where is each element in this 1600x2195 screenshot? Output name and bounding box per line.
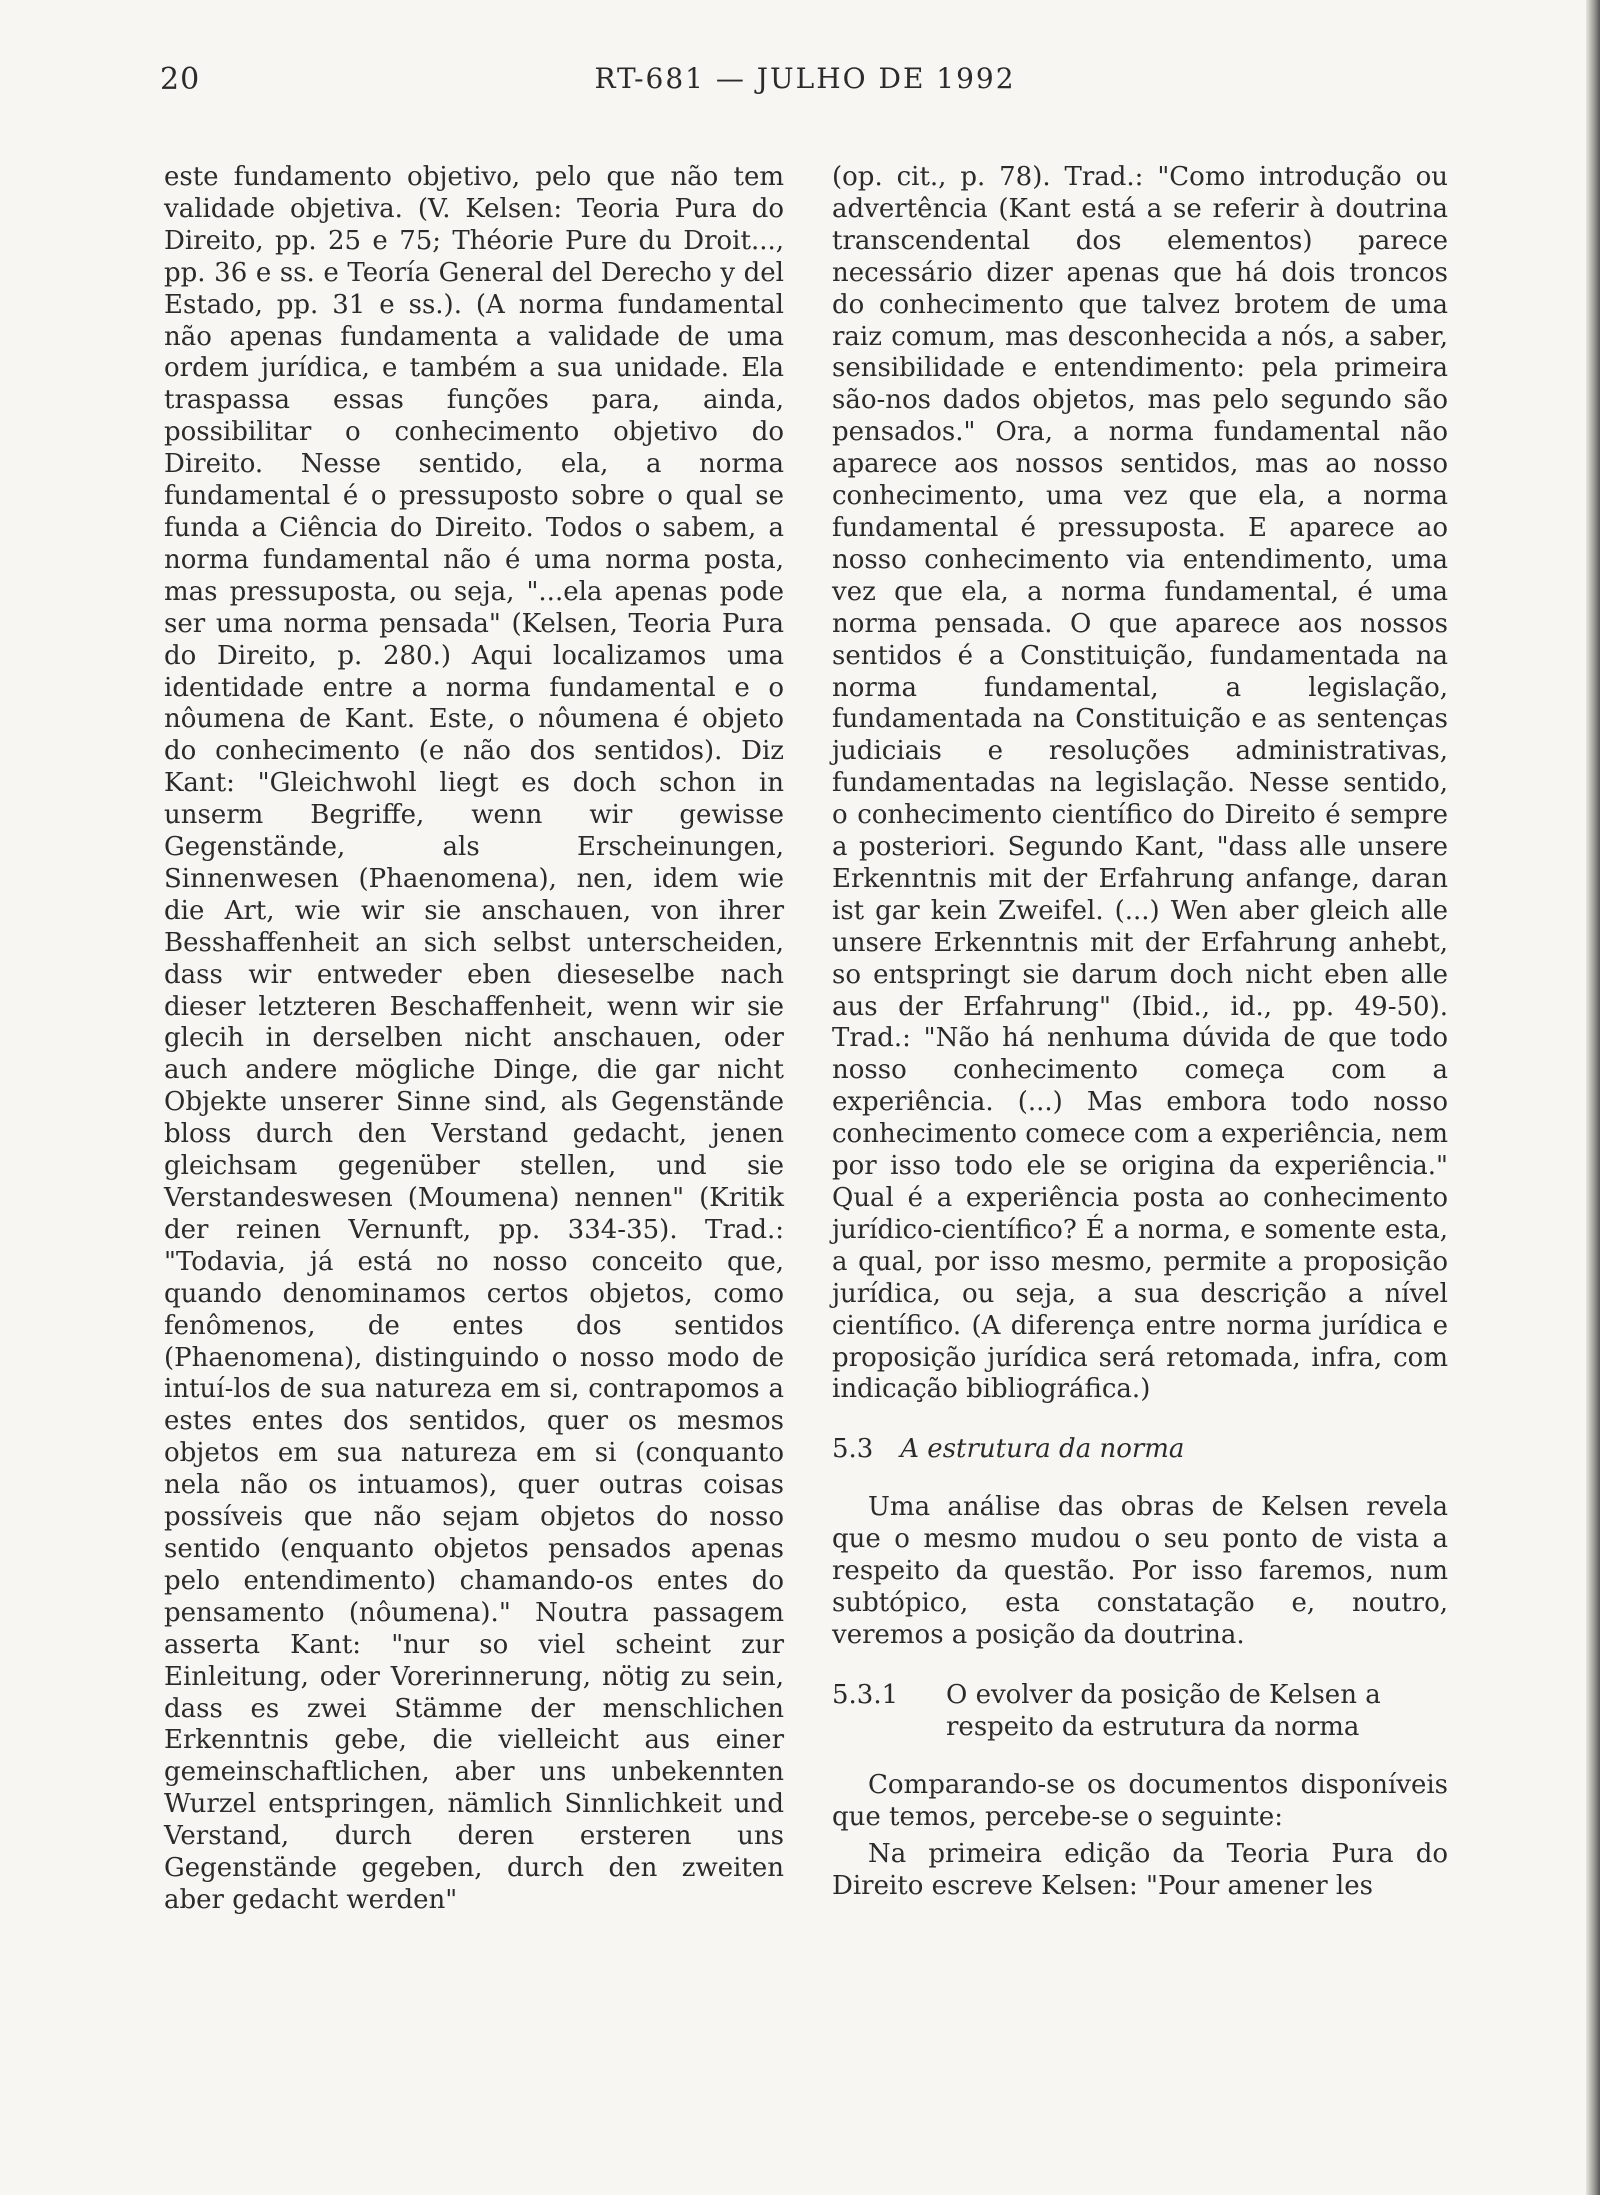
body-paragraph: Na primeira edição da Teoria Pura do Direito escreve Kelsen: "Pour amener les	[832, 1839, 1448, 1902]
left-column	[164, 162, 784, 1917]
body-paragraph: Comparando-se os documentos disponíveis que temos, percebe-se o seguinte:	[832, 1769, 1448, 1832]
section-heading	[832, 1434, 1448, 1466]
scan-edge	[1586, 0, 1600, 2195]
subsection-number: 5.3.1	[832, 1679, 899, 1710]
body-paragraph: (op. cit., p. 78). Trad.: "Como introdução ou advertência (Kant está a se referir à doutrina transcendental dos elementos) parece necessário dizer apenas que há dois troncos do conhecimento que talvez brotem de uma raiz comum, mas desconhecida a nós, a saber, sensibilidade e entendimento: pela primeira são-nos dados objetos, mas pelo segundo são pensados." Ora, a norma fundamental não aparece aos nossos sentidos, mas ao nosso conhecimento, uma vez que ela, a norma fundamental é pressuposta. E aparece ao nosso conhecimento via entendimento, uma vez que ela, a norma fundamental, é uma norma pensada. O que aparece aos nossos sentidos é a Constituição, fundamentada na norma fundamental, a legislação, fundamentada na Constituição e as sentenças judiciais e resoluções administrativas, fundamentadas na legislação. Nesse sentido, o conhecimento científico do Direito é sempre a posteriori. Segundo Kant, "dass alle unsere Erkenntnis mit der Erfahrung anfange, daran ist gar kein Zweifel. (...) Wen aber gleich alle unsere Erkenntnis mit der Erfahrung anhebt, so entspringt sie darum doch nicht eben alle aus der Erfahrung" (Ibid., id., pp. 49-50). Trad.: "Não há nenhuma dúvida de que todo nosso conhecimento começa com a experiência. (...) Mas embora todo nosso conhecimento comece com a experiência, nem por isso todo ele se origina da experiência." Qual é a experiência posta ao conhecimento jurídico-científico? É a norma, e somente esta, a qual, por isso mesmo, permite a proposição jurídica, ou seja, a sua descrição a nível científico. (A diferença entre norma jurídica e proposição jurídica será retomada, infra, com indicação bibliográfica.)	[832, 162, 1448, 1405]
subsection-heading	[832, 1680, 1448, 1744]
body-paragraph: Uma análise das obras de Kelsen revela que o mesmo mudou o seu ponto de vista a respeito da questão. Por isso faremos, num subtópico, esta constatação e, noutro, veremos a posição da doutrina.	[832, 1492, 1448, 1650]
section-number: 5.3	[832, 1434, 874, 1465]
page-header	[160, 62, 1450, 102]
running-title: RT-681 — JULHO DE 1992	[594, 62, 1016, 95]
body-paragraph: este fundamento objetivo, pelo que não tem validade objetiva. (V. Kelsen: Teoria Pura do Direito, pp. 25 e 75; Théorie Pure du Droit..., pp. 36 e ss. e Teoría General del Derecho y del Estado, pp. 31 e ss.). (A norma fundamental não apenas fundamenta a validade de uma ordem jurídica, e também a sua unidade. Ela traspassa essas funções para, ainda, possibilitar o conhecimento objetivo do Direito. Nesse sentido, ela, a norma fundamental é o pressuposto sobre o qual se funda a Ciência do Direito. Todos o sabem, a norma fundamental não é uma norma posta, mas pressuposta, ou seja, "...ela apenas pode ser uma norma pensada" (Kelsen, Teoria Pura do Direito, p. 280.) Aqui localizamos uma identidade entre a norma fundamental e o nôumena de Kant. Este, o nôumena é objeto do conhecimento (e não dos sentidos). Diz Kant: "Gleichwohl liegt es doch schon in unserm Begriffe, wenn wir gewisse Gegenstände, als Erscheinungen, Sinnenwesen (Phaenomena), nen, idem wie die Art, wie wir sie anschauen, von ihrer Besshaffenheit an sich selbst unterscheiden, dass wir entweder eben dieseselbe nach dieser letzteren Beschaffenheit, wenn wir sie glecih in derselben nicht anschauen, oder auch andere mögliche Dinge, die gar nicht Objekte unserer Sinne sind, als Gegenstände bloss durch den Verstand gedacht, jenen gleichsam gegenüber stellen, und sie Verstandeswesen (Moumena) nennen" (Kritik der reinen Vernunft, pp. 334-35). Trad.: "Todavia, já está no nosso conceito que, quando denominamos certos objetos, como fenômenos, de entes dos sentidos (Phaenomena), distinguindo o nosso modo de intuí-los de sua natureza em si, contrapomos a estes entes dos sentidos, quer os mesmos objetos em sua natureza em si (conquanto nela não os intuamos), quer outras coisas possíveis que não sejam objetos do nosso sentido (enquanto objetos pensados apenas pelo entendimento) chamando-os entes do pensamento (nôumena)." Noutra passagem asserta Kant: "nur so viel scheint zur Einleitung, oder Vorerinnerung, nötig zu sein, dass es zwei Stämme der menschlichen Erkenntnis gebe, die vielleicht aus einer gemeinschaftlichen, aber uns unbekennten Wurzel entspringen, nämlich Sinnlichkeit und Verstand, durch deren ersteren uns Gegenstände gegeben, durch den zweiten aber gedacht werden"	[164, 162, 784, 1915]
subsection-title: O evolver da posição de Kelsen a respeito da estrutura da norma	[946, 1679, 1381, 1742]
page-number: 20	[160, 62, 201, 97]
section-title: A estrutura da norma	[900, 1434, 1185, 1465]
right-column	[832, 162, 1448, 1903]
